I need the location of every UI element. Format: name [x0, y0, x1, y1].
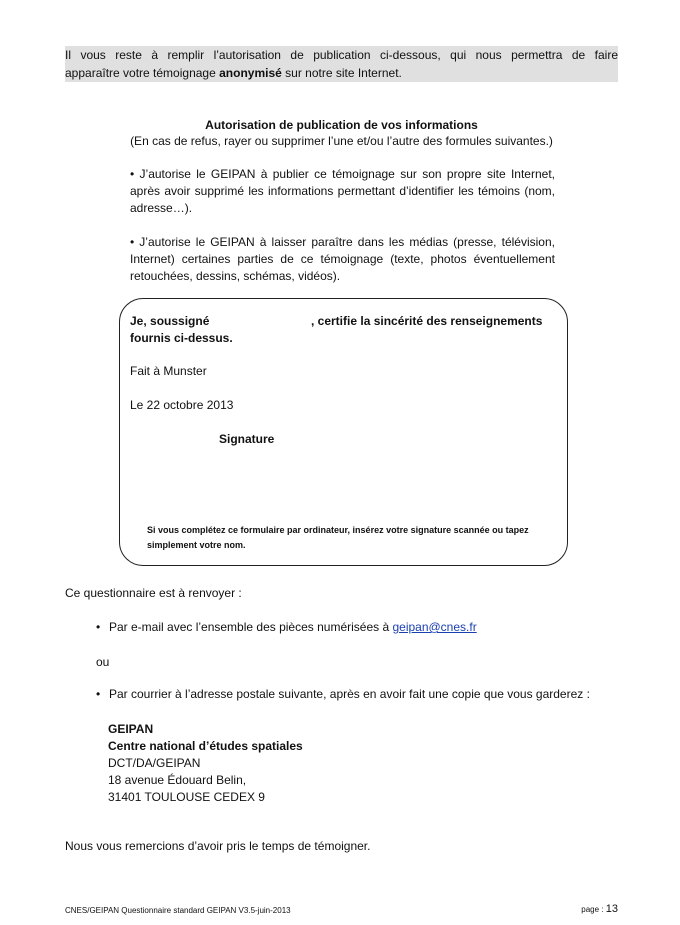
page-label: page : [581, 905, 606, 914]
certificate-soussigne: Je, soussigné [130, 314, 210, 328]
page-number: 13 [605, 903, 618, 915]
mail-bullet [96, 686, 590, 703]
certificate-place: Fait à Munster [130, 364, 207, 378]
intro-anonymise: anonymisé [219, 66, 282, 80]
certificate-fournis: fournis ci-dessus. [130, 331, 233, 345]
signature-label: Signature [219, 432, 275, 446]
bullet-icon: • [96, 620, 101, 634]
intro-paragraph [65, 46, 618, 82]
bullet-icon: • [96, 687, 101, 701]
authorization-option-website: • J’autorise le GEIPAN à publier ce témoignage sur son propre site Internet, après avoir supprimé les informations permettant d’identifier les témoins (nom, adresse…). [130, 167, 555, 215]
email-bullet-text: Par e-mail avec l’ensemble des pièces numérisées à [109, 620, 393, 634]
authorization-title: Autorisation de publication de vos informations [205, 118, 478, 132]
address-line-5: 31401 TOULOUSE CEDEX 9 [108, 790, 265, 804]
return-heading: Ce questionnaire est à renvoyer : [65, 586, 242, 600]
mail-bullet-text: Par courrier à l’adresse postale suivante, après en avoir fait une copie que vous garderez : [109, 687, 590, 701]
thanks-text: Nous vous remercions d’avoir pris le temps de témoigner. [65, 839, 371, 853]
address-line-4: 18 avenue Édouard Belin, [108, 773, 247, 787]
authorization-subtitle: (En cas de refus, rayer ou supprimer l’une et/ou l’autre des formules suivantes.) [130, 134, 553, 148]
postal-address [108, 721, 303, 806]
email-link[interactable]: geipan@cnes.fr [392, 620, 477, 634]
address-line-1: GEIPAN [108, 722, 154, 736]
or-text: ou [96, 655, 110, 669]
footer-page-number [581, 903, 618, 915]
intro-line-2-post: sur notre site Internet. [281, 66, 402, 80]
address-line-3: DCT/DA/GEIPAN [108, 756, 201, 770]
certificate-date: Le 22 octobre 2013 [130, 398, 234, 412]
certificate-sincerity: , certifie la sincérité des renseignements [311, 314, 543, 328]
intro-line-1: Il vous reste à remplir l’autorisation de publication ci-dessous, qui nous permettra de faire [65, 48, 618, 62]
footer-document-id: CNES/GEIPAN Questionnaire standard GEIPAN V3.5-juin-2013 [65, 906, 291, 915]
authorization-option-media: • J’autorise le GEIPAN à laisser paraître dans les médias (presse, télévision, Internet) certaines parties de ce témoignage (texte, photos éventuellement retouchées, dessins, schémas, vidéos). [130, 235, 555, 283]
signature-note: Si vous complétez ce formulaire par ordinateur, insérez votre signature scannée ou tapez simplement votre nom. [147, 525, 529, 550]
email-bullet [96, 619, 477, 636]
intro-line-2-pre: apparaître votre témoignage [65, 66, 220, 80]
address-line-2: Centre national d’études spatiales [108, 739, 303, 753]
